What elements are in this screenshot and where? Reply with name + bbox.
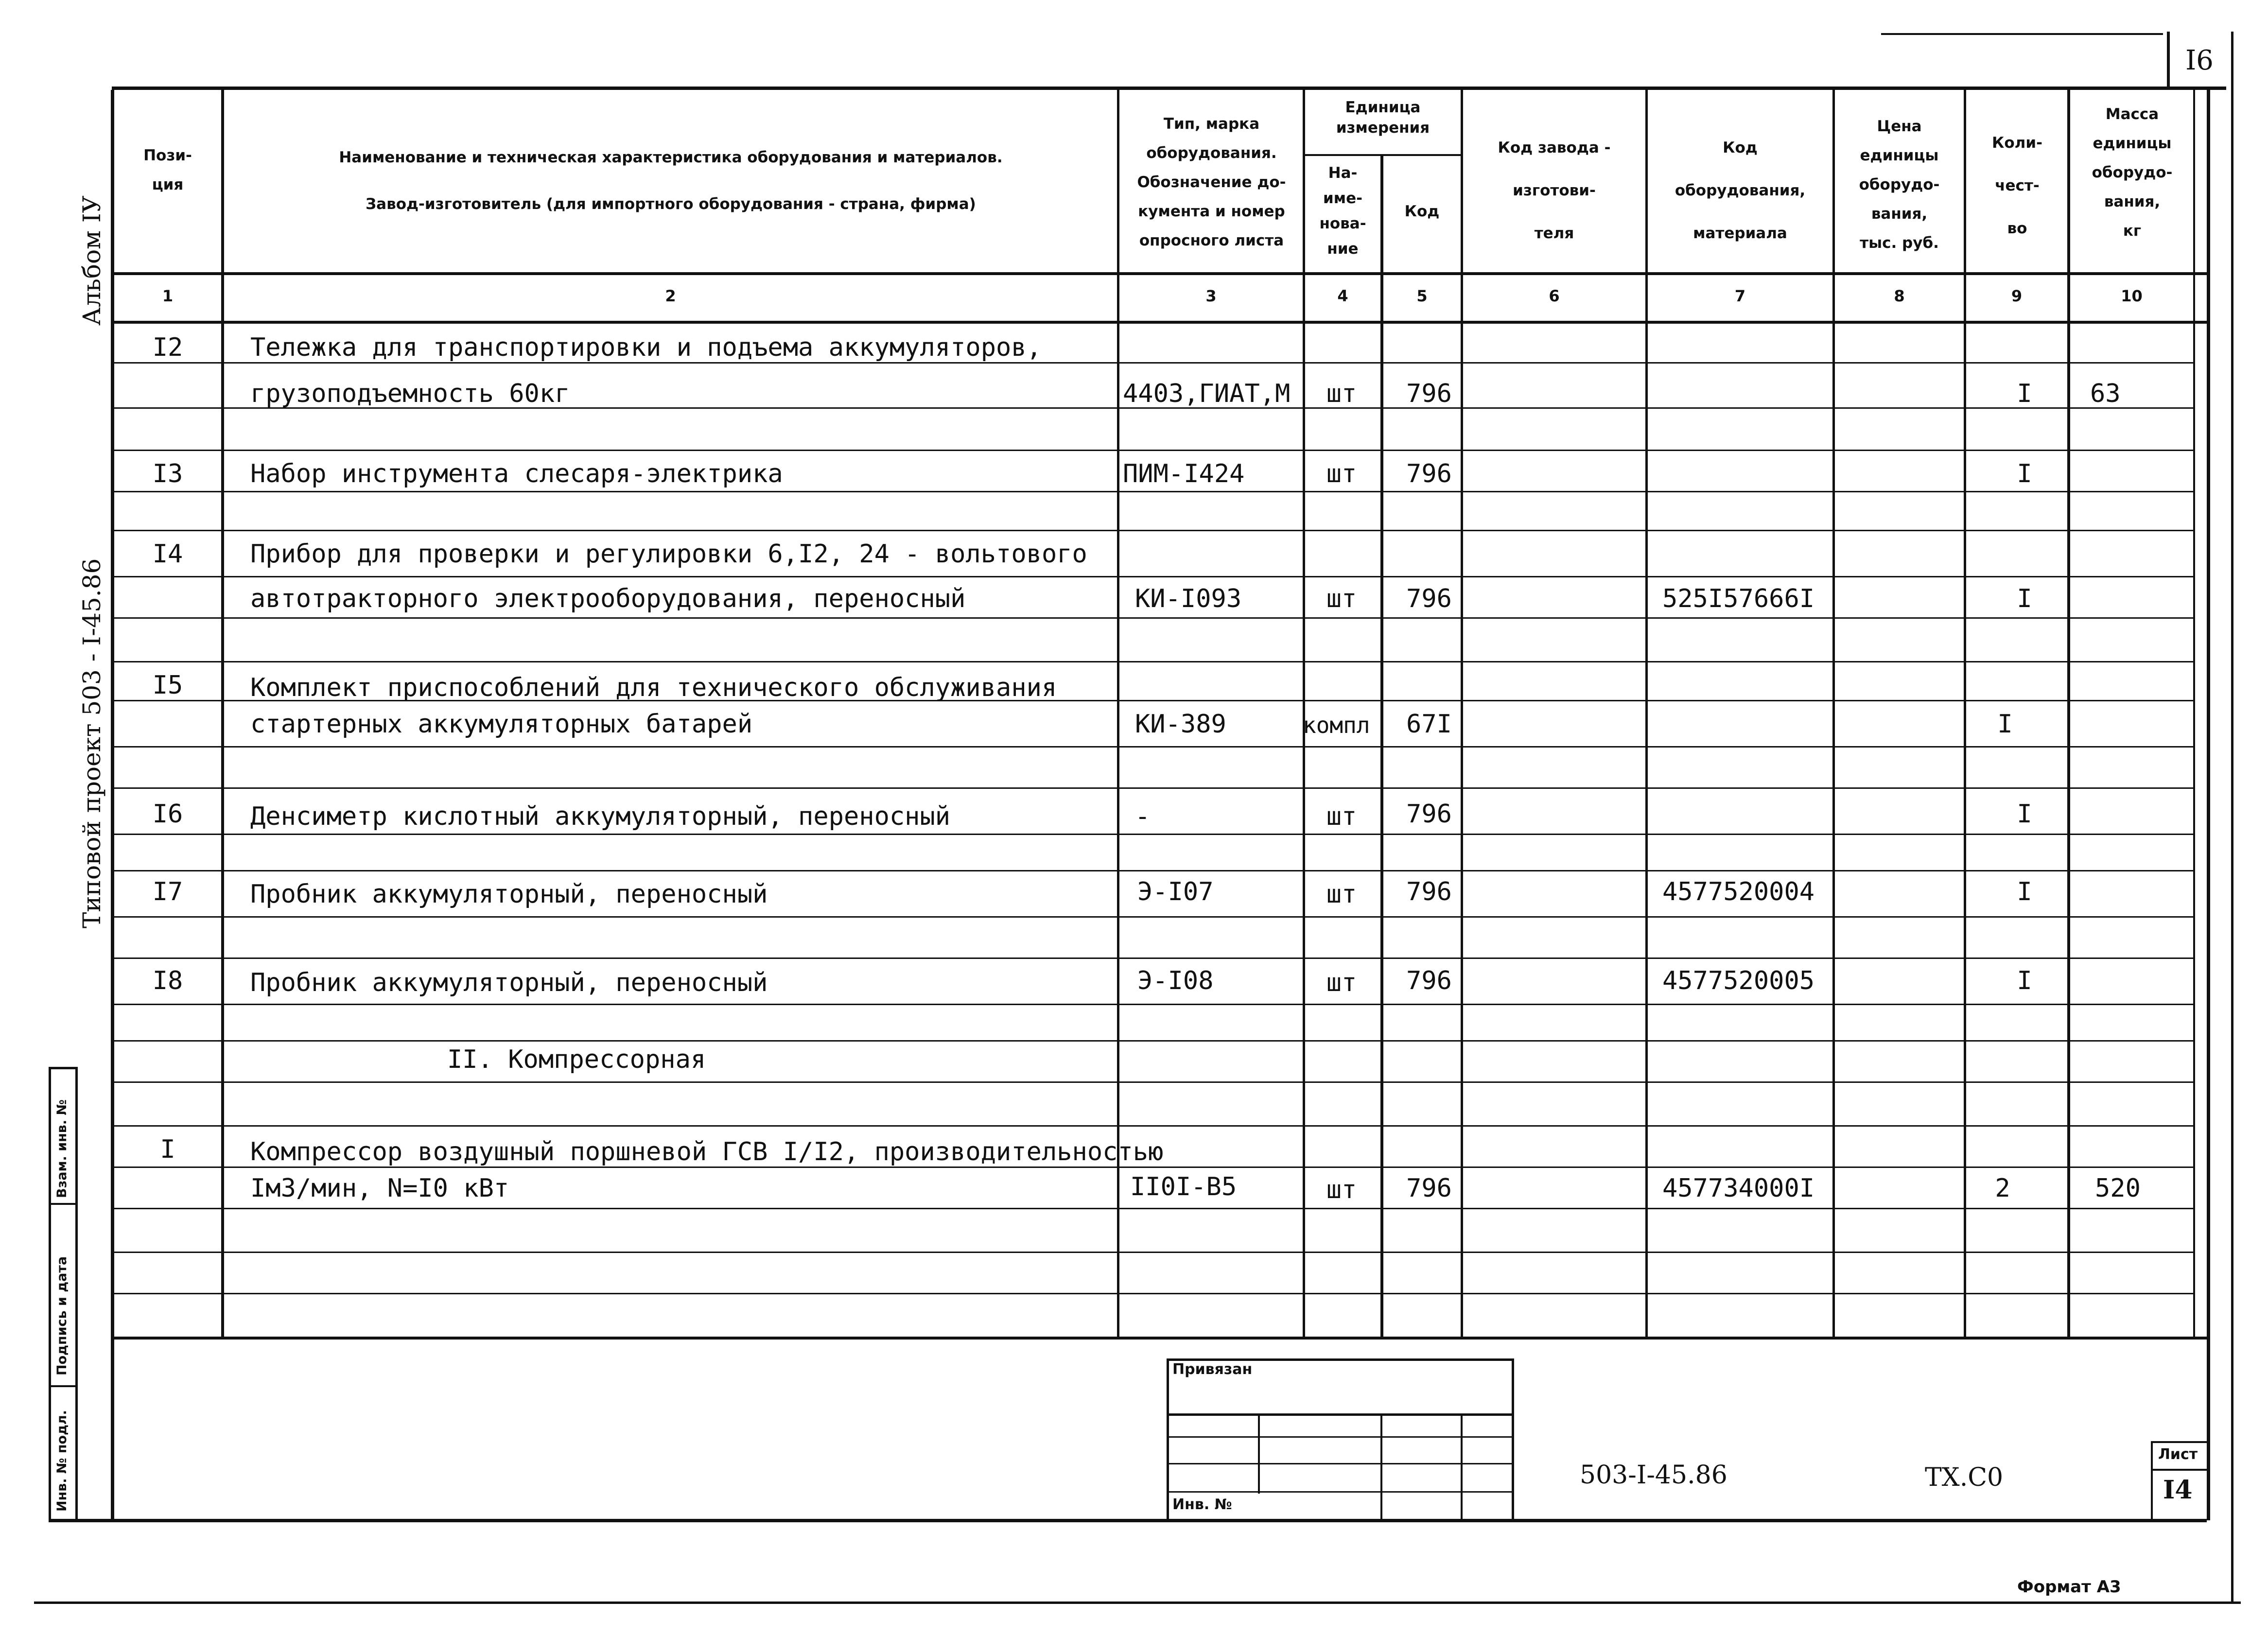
row-equip-code: 457734000I	[1662, 1174, 1815, 1203]
header-price	[1835, 112, 1964, 258]
frame-right-line	[2207, 87, 2210, 1520]
row-line	[114, 1040, 2195, 1042]
strip-line	[49, 1203, 78, 1205]
row-line	[114, 870, 2195, 871]
strip-label-inv-podl: Инв. № подл.	[54, 1410, 70, 1512]
header-mass-line: вания,	[2104, 193, 2161, 210]
row-name: Компрессор воздушный поршневой ГСВ I/I2, производительностью	[250, 1137, 1164, 1166]
header-equip-line: Код	[1723, 139, 1758, 157]
header-qty-line: Коли-	[1992, 134, 2042, 152]
header-pos-line: ция	[152, 176, 184, 193]
frame-bottom-line	[49, 1519, 2207, 1522]
row-line	[114, 491, 2195, 492]
row-type: II0I-В5	[1130, 1172, 1237, 1201]
header-pos	[114, 141, 221, 199]
row-unit-code: 796	[1406, 584, 1452, 613]
table-bottom-line	[114, 1337, 2207, 1340]
header-equip-line: оборудования,	[1675, 182, 1806, 199]
row-name: Прибор для проверки и регулировки 6,I2, 24 - вольтового	[250, 540, 1087, 569]
row-qty: I	[2017, 379, 2032, 408]
row-line	[114, 576, 2195, 577]
row-unit: компл	[1303, 712, 1370, 738]
row-name: Тележка для транспортировки и подъема аккумуляторов,	[250, 333, 1042, 362]
row-pos: I4	[152, 540, 183, 569]
sheet-box-line	[2151, 1441, 2153, 1521]
row-line	[114, 1293, 2195, 1294]
sheet-box-line	[2151, 1469, 2207, 1471]
header-name-line: Завод-изготовитель (для импортного оборудования - страна, фирма)	[366, 195, 976, 213]
header-type-line: опросного листа	[1139, 232, 1284, 249]
row-unit: шт	[1326, 1175, 1357, 1204]
header-qty-line: чест-	[1995, 177, 2040, 194]
row-line	[114, 1004, 2195, 1005]
strip-line	[49, 1067, 51, 1521]
row-pos: I	[160, 1135, 175, 1164]
header-mass-line: кг	[2123, 222, 2142, 240]
header-price-line: тыс. руб.	[1860, 234, 1939, 252]
side-label-project: Типовой проект 503 - I-45.86	[78, 558, 106, 928]
header-factory-code	[1463, 126, 1645, 255]
row-pos: I6	[152, 800, 183, 829]
row-type: ПИМ-I424	[1123, 459, 1245, 488]
col-number: 10	[2121, 287, 2143, 305]
header-unit-line: Единица	[1345, 99, 1421, 116]
outer-right-border	[2231, 32, 2233, 1602]
header-name	[228, 134, 1113, 227]
row-line	[114, 834, 2195, 835]
row-name: грузоподъемность 60кг	[250, 379, 570, 408]
header-unit-group	[1305, 97, 1461, 138]
side-label-album: Альбом IУ	[78, 195, 106, 326]
header-price-line: оборудо-	[1859, 176, 1940, 193]
format-label: Формат А3	[2017, 1577, 2121, 1597]
row-unit-code: 796	[1406, 379, 1452, 408]
header-factory-line: Код завода -	[1498, 139, 1611, 157]
header-type-line: кумента и номер	[1138, 203, 1285, 220]
row-unit-code: 796	[1406, 459, 1452, 488]
header-equip-line: материала	[1693, 225, 1787, 242]
header-mass-line: единицы	[2093, 135, 2172, 152]
header-unit-name-line: На-	[1328, 164, 1358, 182]
header-mass-line: оборудо-	[2092, 164, 2173, 181]
row-type: -	[1135, 802, 1151, 831]
col-number: 8	[1894, 287, 1905, 305]
row-equip-code: 525I57666I	[1662, 584, 1815, 613]
row-line	[114, 1252, 2195, 1253]
col-number: 2	[665, 287, 676, 305]
row-name: Комплект приспособлений для технического обслуживания	[250, 673, 1057, 702]
row-type: Э-I08	[1137, 966, 1214, 995]
frame-left-line	[111, 90, 114, 1521]
header-qty-line: во	[2007, 220, 2027, 237]
sheet-number: I4	[2163, 1475, 2193, 1505]
row-name: стартерных аккумуляторных батарей	[250, 710, 753, 739]
row-unit-code: 796	[1406, 877, 1452, 906]
row-name: Пробник аккумуляторный, переносный	[250, 880, 768, 909]
stamp-line	[1380, 1413, 1382, 1521]
row-line	[114, 1125, 2195, 1127]
header-mass	[2070, 100, 2194, 245]
row-qty: I	[2017, 459, 2032, 488]
row-unit: шт	[1326, 880, 1357, 909]
stamp-line	[1167, 1358, 1169, 1521]
row-mass: 520	[2095, 1174, 2141, 1203]
sheet-top-number: I6	[2185, 45, 2214, 76]
header-type	[1118, 109, 1305, 255]
header-price-line: Цена	[1877, 118, 1922, 135]
row-qty: I	[2017, 966, 2032, 995]
header-unit-name-line: ние	[1327, 240, 1359, 258]
document-number: 503-I-45.86	[1580, 1461, 1727, 1490]
strip-label-signature: Подпись и дата	[54, 1256, 70, 1375]
header-price-line: вания,	[1871, 205, 1928, 223]
row-pos: I3	[152, 459, 183, 488]
header-unit-name-line: нова-	[1319, 215, 1366, 232]
row-unit-code: 796	[1406, 966, 1452, 995]
sheet-label: Лист	[2158, 1446, 2198, 1463]
header-type-line: оборудования.	[1146, 144, 1277, 162]
row-qty: I	[2017, 877, 2032, 906]
row-equip-code: 4577520004	[1662, 877, 1815, 906]
row-equip-code: 4577520005	[1662, 966, 1815, 995]
row-line	[114, 957, 2195, 959]
row-line	[114, 787, 2195, 789]
top-dash-line	[1881, 33, 2163, 35]
row-mass: 63	[2090, 379, 2121, 408]
row-name: Iм3/мин, N=I0 кВт	[250, 1174, 509, 1203]
row-name: Денсиметр кислотный аккумуляторный, переносный	[250, 802, 951, 831]
row-line	[114, 661, 2195, 662]
row-line	[114, 450, 2195, 451]
row-unit: шт	[1326, 802, 1357, 831]
section-title: II. Компрессорная	[447, 1045, 706, 1074]
header-price-line: единицы	[1860, 147, 1939, 164]
number-row-bottom-line	[114, 321, 2207, 324]
row-type: КИ-I093	[1135, 584, 1242, 613]
col-line-10	[2193, 90, 2195, 1338]
stamp-privyazan: Привязан	[1172, 1361, 1253, 1378]
row-unit-code: 796	[1406, 1174, 1452, 1203]
strip-line	[49, 1067, 78, 1069]
stamp-line	[1512, 1358, 1514, 1521]
header-type-line: Тип, марка	[1163, 115, 1260, 133]
col-line-7	[1832, 90, 1835, 1338]
stamp-line	[1461, 1413, 1463, 1521]
header-name-line: Наименование и техническая характеристика оборудования и материалов.	[339, 149, 1003, 166]
header-mass-line: Масса	[2105, 105, 2159, 123]
row-line	[114, 362, 2195, 364]
row-pos: I5	[152, 671, 183, 700]
col-number: 1	[162, 287, 174, 305]
col-number: 3	[1205, 287, 1217, 305]
sheet-box-line	[2151, 1441, 2207, 1443]
header-unit-line: измерения	[1336, 119, 1430, 137]
col-line-6	[1645, 90, 1648, 1338]
col-line-1	[221, 90, 224, 1338]
header-factory-line: теля	[1534, 225, 1574, 242]
header-type-line: Обозначение до-	[1137, 174, 1286, 191]
header-equip-code	[1648, 126, 1832, 255]
col-number: 5	[1416, 287, 1428, 305]
row-line	[114, 916, 2195, 918]
row-type: Э-I07	[1137, 877, 1214, 906]
strip-label-inv-vzam: Взам. инв. №	[54, 1099, 70, 1198]
header-unit-code: Код	[1404, 203, 1440, 220]
row-line	[114, 1166, 2195, 1168]
header-bottom-line	[114, 272, 2207, 275]
col-line-9	[2067, 90, 2070, 1338]
stamp-line	[1258, 1413, 1260, 1494]
header-unit-name	[1305, 160, 1380, 261]
row-pos: I2	[152, 333, 183, 362]
row-name: автотракторного электрооборудования, переносный	[250, 584, 966, 613]
col-number: 7	[1734, 287, 1746, 305]
row-unit: шт	[1326, 379, 1357, 408]
row-unit: шт	[1326, 459, 1357, 488]
row-unit: шт	[1326, 584, 1357, 613]
col-number: 6	[1549, 287, 1560, 305]
row-unit: шт	[1326, 968, 1357, 997]
row-qty: I	[2017, 584, 2032, 613]
stamp-inv-no: Инв. №	[1172, 1496, 1232, 1513]
row-line	[114, 1208, 2195, 1209]
document-mark: ТХ.С0	[1925, 1463, 2004, 1492]
row-pos: I7	[152, 877, 183, 906]
col-number: 4	[1337, 287, 1348, 305]
row-line	[114, 1081, 2195, 1083]
row-name: Набор инструмента слесаря-электрика	[250, 459, 783, 488]
row-qty: 2	[1995, 1174, 2010, 1203]
header-unit-name-line: име-	[1323, 190, 1362, 207]
row-qty: I	[1997, 710, 2013, 739]
strip-line	[49, 1385, 78, 1387]
row-unit-code: 796	[1406, 800, 1452, 829]
strip-line	[75, 1067, 78, 1521]
row-line	[114, 530, 2195, 531]
row-pos: I8	[152, 966, 183, 995]
frame-top-line	[112, 87, 2226, 90]
header-factory-line: изготови-	[1513, 182, 1596, 199]
outer-bottom-border	[34, 1601, 2241, 1604]
row-name: Пробник аккумуляторный, переносный	[250, 968, 768, 997]
row-type: КИ-389	[1135, 710, 1226, 739]
row-line	[114, 746, 2195, 748]
header-qty	[1966, 122, 2068, 250]
col-number: 9	[2011, 287, 2023, 305]
row-type: 4403,ГИАТ,М	[1123, 379, 1291, 408]
row-unit-code: 67I	[1406, 710, 1452, 739]
header-pos-line: Пози-	[143, 147, 192, 164]
row-line	[114, 617, 2195, 619]
row-qty: I	[2017, 800, 2032, 829]
